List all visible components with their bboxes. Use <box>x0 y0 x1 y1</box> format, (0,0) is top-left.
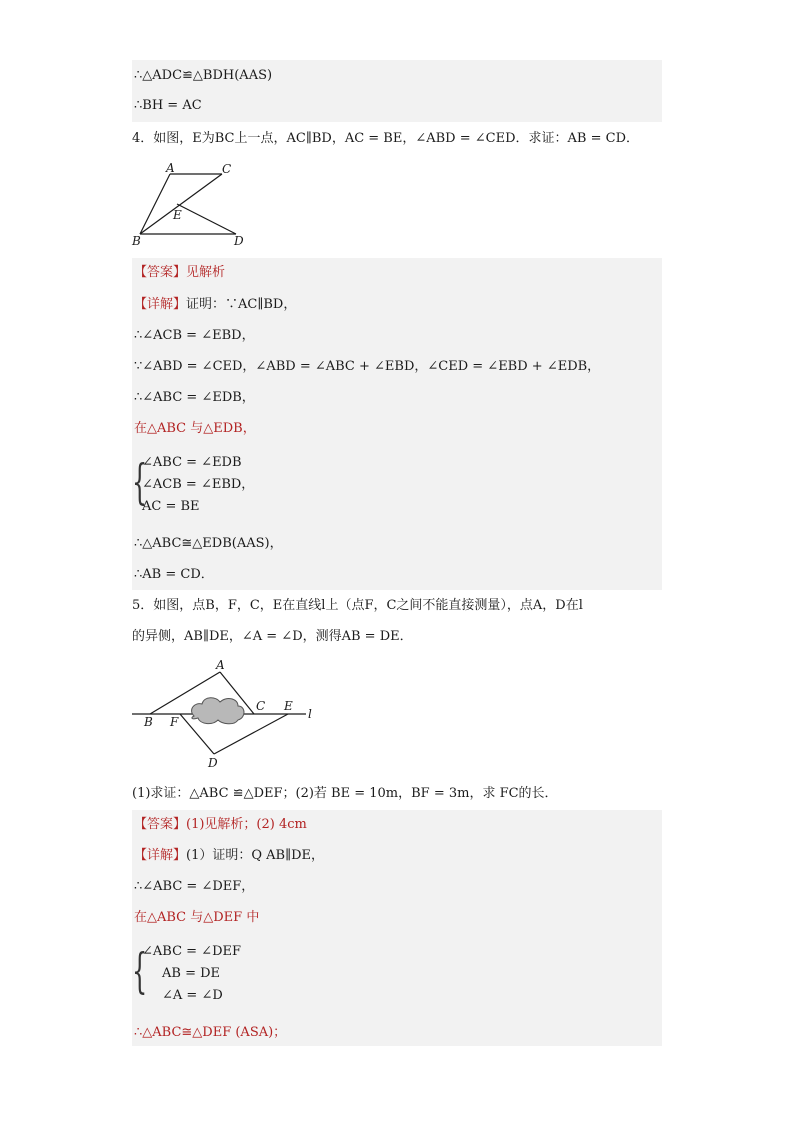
label-B: B <box>132 234 141 248</box>
system-row: ∠ABC = ∠EDB <box>142 455 242 470</box>
equation-system <box>132 941 332 1007</box>
label-E: E <box>173 208 182 222</box>
system-row: ∠ABC = ∠DEF <box>142 944 242 959</box>
detail-tag: 【详解】 <box>134 848 187 863</box>
proof-line: ∴△ABC≅△DEF (ASA)； <box>134 1025 287 1040</box>
text-line <box>132 535 662 553</box>
answer-line <box>132 264 662 282</box>
proof-line: ∴AB = CD． <box>134 567 214 582</box>
system-row: AB = DE <box>162 966 221 981</box>
answer-text: (1)见解析；(2) 4cm <box>186 817 307 832</box>
text-line <box>132 1024 662 1042</box>
label-D: D <box>234 234 244 248</box>
text-line <box>132 358 662 376</box>
proof-line: 在△ABC 与△EDB， <box>134 421 256 436</box>
proof-line: (1）证明：Q AB∥DE， <box>186 848 325 863</box>
label-D: D <box>208 756 218 770</box>
solution-band <box>132 810 662 1046</box>
label-l: l <box>308 707 312 721</box>
text-line <box>132 67 662 85</box>
label-A: A <box>216 658 225 672</box>
answer-text: 【答案】见解析 <box>134 265 226 280</box>
label-C: C <box>256 699 266 713</box>
brace-symbol: { <box>132 943 148 999</box>
proof-line: ∴∠ABC = ∠EDB， <box>134 390 255 405</box>
text-line <box>132 566 662 584</box>
detail-line <box>132 847 662 865</box>
answer-tag: 【答案】 <box>134 817 187 832</box>
proof-line: ∴△ABC≅△EDB(AAS)， <box>134 536 283 551</box>
proof-line: 证明：∵AC∥BD， <box>186 297 297 312</box>
proof-line: ∵∠ABD = ∠CED，∠ABD = ∠ABC + ∠EBD，∠CED = ∠EBD + ∠EDB， <box>134 359 601 374</box>
system-row: ∠A = ∠D <box>162 988 223 1003</box>
cloud-obstacle-icon <box>192 698 244 724</box>
label-E: E <box>284 699 293 713</box>
text-line <box>132 389 662 407</box>
equation-system <box>132 452 332 518</box>
question-4-stem: 4．如图，E为BC上一点，AC∥BD，AC = BE，∠ABD = ∠CED．求证：AB = CD． <box>132 131 639 146</box>
label-B: B <box>144 715 153 729</box>
brace-symbol: { <box>132 454 148 510</box>
question-5-stem: 的异侧，AB∥DE，∠A = ∠D，测得AB = DE． <box>132 629 413 644</box>
question-5-stem: 5．如图，点B，F，C，E在直线l上（点F，C之间不能直接测量），点A，D在l <box>132 598 583 613</box>
text-line <box>132 97 662 115</box>
label-A: A <box>166 161 175 175</box>
figure-q5 <box>130 656 330 772</box>
text-line <box>132 909 662 927</box>
label-F: F <box>170 715 179 729</box>
text-line <box>132 878 662 896</box>
text-line <box>132 327 662 345</box>
label-C: C <box>222 162 232 176</box>
text-line <box>132 420 662 438</box>
detail-tag: 【详解】 <box>134 297 187 312</box>
proof-line: 在△ABC 与△DEF 中 <box>134 910 260 925</box>
detail-line <box>132 296 662 314</box>
system-row: ∠ACB = ∠EBD， <box>142 477 255 492</box>
proof-line: ∴BH = AC <box>134 98 202 113</box>
figure-q4 <box>130 160 260 252</box>
system-row: AC = BE <box>142 499 200 514</box>
proof-line: ∴∠ACB = ∠EBD， <box>134 328 255 343</box>
answer-line <box>132 816 662 834</box>
proof-line: ∴∠ABC = ∠DEF， <box>134 879 255 894</box>
proof-line: ∴△ADC≌△BDH(AAS) <box>134 68 273 83</box>
question-5-subparts: (1)求证：△ABC ≌△DEF；(2)若 BE = 10m，BF = 3m，求 FC的长． <box>132 786 558 801</box>
